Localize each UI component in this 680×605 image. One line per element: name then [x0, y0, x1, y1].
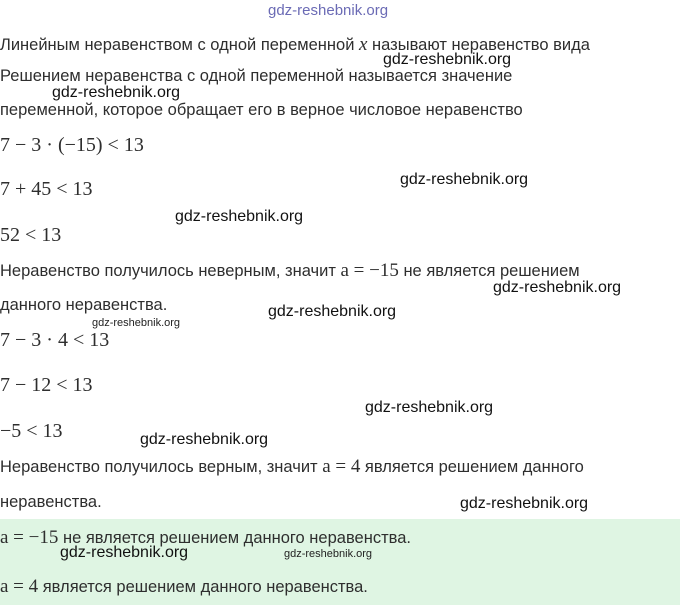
answer-2-text: является решением данного неравенства.	[38, 578, 368, 596]
step-a1-1: 7 − 3 · (−15) < 13	[0, 134, 144, 156]
watermark: gdz-reshebnik.org	[140, 431, 269, 448]
conclusion-a2-line-1	[0, 457, 584, 477]
watermark: gdz-reshebnik.org	[383, 51, 512, 68]
step-a2-2: 7 − 12 < 13	[0, 374, 93, 396]
watermark: gdz-reshebnik.org	[60, 544, 189, 561]
conclusion-a2-text-end: является решением данного	[360, 458, 584, 476]
conclusion-a2-math: a = 4	[322, 456, 361, 477]
step-a2-3: −5 < 13	[0, 420, 63, 442]
step-a1-2: 7 + 45 < 13	[0, 178, 93, 200]
answer-line-2	[0, 577, 368, 597]
watermark: gdz-reshebnik.org	[460, 495, 589, 512]
watermark-small: gdz-reshebnik.org	[92, 317, 181, 329]
conclusion-a1-line-2: данного неравенства.	[0, 296, 168, 314]
conclusion-a2-line-2: неравенства.	[0, 493, 102, 511]
conclusion-a1-text-end: не является решением	[398, 262, 580, 280]
solution-definition-line-1: Решением неравенства с одной переменной называется значение	[0, 67, 513, 85]
watermark: gdz-reshebnik.org	[52, 84, 181, 101]
step-a1-3: 52 < 13	[0, 224, 62, 246]
watermark: gdz-reshebnik.org	[175, 208, 304, 225]
answer-2-math: a = 4	[0, 576, 39, 597]
watermark: gdz-reshebnik.org	[493, 279, 622, 296]
conclusion-a1-text-start: Неравенство получилось неверным, значит	[0, 262, 341, 280]
definition-text-start: Линейным неравенством с одной переменной	[0, 36, 360, 54]
answer-1-text: не является решением данного неравенства.	[58, 529, 411, 547]
conclusion-a2-text-start: Неравенство получилось верным, значит	[0, 458, 323, 476]
definition-text-end: называют неравенство вида	[367, 36, 590, 54]
answer-1-math: a = −15	[0, 527, 59, 548]
watermark: gdz-reshebnik.org	[365, 399, 494, 416]
watermark: gdz-reshebnik.org	[400, 171, 529, 188]
conclusion-a1-math: a = −15	[340, 260, 399, 281]
site-header-watermark: gdz-reshebnik.org	[268, 2, 389, 19]
watermark: gdz-reshebnik.org	[268, 303, 397, 320]
solution-definition-line-2: переменной, которое обращает его в верное числовое неравенство	[0, 101, 523, 119]
step-a2-1: 7 − 3 · 4 < 13	[0, 329, 110, 351]
variable-x: x	[359, 34, 368, 55]
conclusion-a1-line-1	[0, 261, 580, 281]
watermark-small: gdz-reshebnik.org	[284, 548, 373, 560]
